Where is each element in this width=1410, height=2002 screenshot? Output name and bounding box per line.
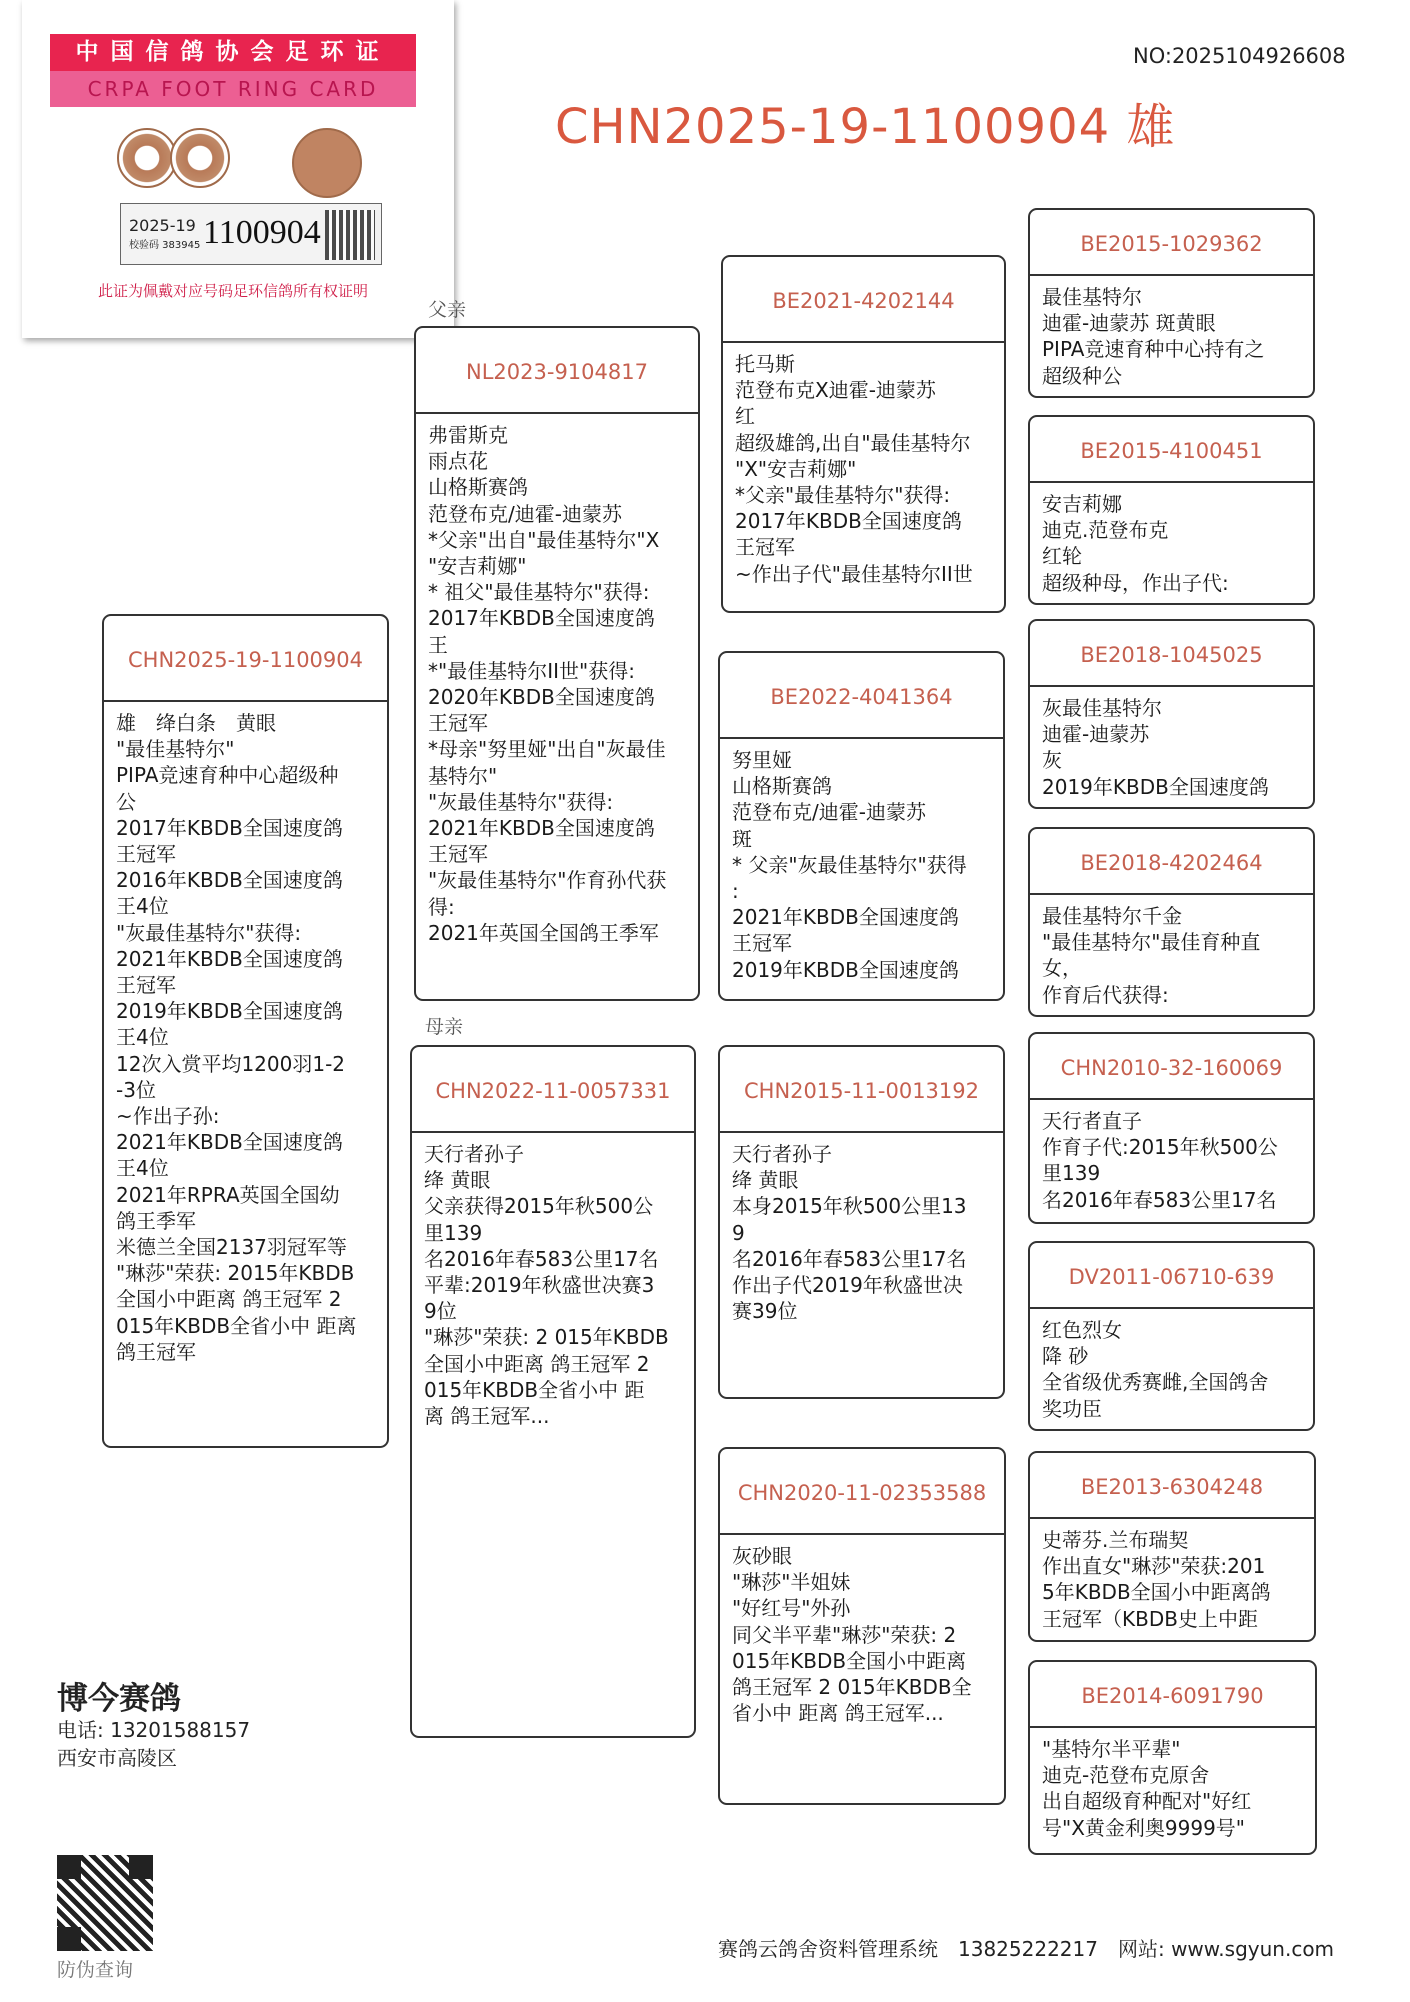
document-number: NO:2025104926608: [1133, 44, 1346, 68]
father-box: [414, 326, 700, 1001]
great-grandparent-details: 灰最佳基特尔 迪霍-迪蒙苏 灰 2019年KBDB全国速度鸽: [1042, 696, 1269, 799]
subject-box: [102, 614, 389, 1448]
grandparent-box: [718, 1447, 1006, 1805]
grandparent-details: 灰砂眼 "琳莎"半姐妹 "好红号"外孙 同父半平辈"琳莎"荣获: 2 015年KBDB全国小中距离 鸽王冠军 2 015年KBDB全 省小中 距离 鸽王冠军...: [732, 1544, 972, 1726]
ring-number: 1100904: [203, 214, 321, 251]
grandparent-ring: BE2021-4202144: [723, 257, 1004, 343]
owner-address: 西安市高陵区: [57, 1746, 177, 1770]
great-grandparent-ring: BE2014-6091790: [1030, 1662, 1315, 1728]
great-grandparent-ring: BE2015-4100451: [1030, 417, 1313, 483]
owner-phone: 电话: 13201588157: [57, 1718, 251, 1742]
check-code: 校验码 383945: [129, 240, 201, 251]
globe-logo-icon: [170, 128, 230, 188]
great-grandparent-ring: BE2015-1029362: [1030, 210, 1313, 276]
owner-name: 博今赛鸽: [57, 1681, 181, 1717]
qr-caption: 防伪查询: [57, 1959, 134, 1981]
mother-label: 母亲: [425, 1016, 464, 1038]
subject-ring: CHN2025-19-1100904: [104, 616, 387, 702]
foot-ring-card: [22, 0, 454, 338]
great-grandparent-box: [1028, 208, 1315, 398]
anti-counterfeit-qr-icon[interactable]: [57, 1855, 153, 1951]
great-grandparent-details: 红色烈女 降 砂 全省级优秀赛雌,全国鸽舍 奖功臣: [1042, 1318, 1269, 1421]
card-title-cn: 中国信鸽协会足环证: [50, 34, 416, 71]
great-grandparent-ring: BE2018-1045025: [1030, 621, 1313, 687]
grandparent-box: [718, 1045, 1005, 1399]
great-grandparent-box: [1028, 1241, 1315, 1431]
great-grandparent-box: [1028, 1451, 1316, 1642]
great-grandparent-details: 天行者直子 作育子代:2015年秋500公 里139 名2016年春583公里17名: [1042, 1109, 1278, 1212]
mother-ring: CHN2022-11-0057331: [412, 1047, 694, 1133]
great-grandparent-details: 安吉莉娜 迪克.范登布克 红轮 超级种母，作出子代:: [1042, 492, 1229, 595]
great-grandparent-ring: BE2013-6304248: [1030, 1453, 1314, 1519]
qr-code-icon: [325, 210, 375, 260]
grandparent-details: 努里娅 山格斯赛鸽 范登布克/迪霍-迪蒙苏 斑 * 父亲"灰最佳基特尔"获得 : 2021年KBDB全国速度鸽 王冠军 2019年KBDB全国速度鸽: [732, 748, 967, 982]
great-grandparent-box: [1028, 1032, 1315, 1224]
great-grandparent-box: [1028, 619, 1315, 809]
great-grandparent-ring: BE2018-4202464: [1030, 829, 1313, 895]
great-grandparent-details: 最佳基特尔 迪霍-迪蒙苏 斑黄眼 PIPA竞速育种中心持有之 超级种公: [1042, 285, 1265, 388]
great-grandparent-details: 最佳基特尔千金 "最佳基特尔"最佳育种直 女， 作育后代获得:: [1042, 904, 1261, 1007]
mother-details: 天行者孙子 绛 黄眼 父亲获得2015年秋500公 里139 名2016年春583公里17名 平辈:2019年秋盛世决赛3 9位 "琳莎"荣获: 2 015年KBDB 全国小中距离 鸽王冠军 2 015年KBDB全省小中 距 离 鸽王冠军...: [424, 1142, 669, 1429]
mother-box: [410, 1045, 696, 1738]
great-grandparent-details: "基特尔半平辈" 迪克-范登布克原舍 出自超级育种配对"好红 号"X黄金利奥9999号": [1042, 1737, 1252, 1840]
father-details: 弗雷斯克 雨点花 山格斯赛鸽 范登布克/迪霍-迪蒙苏 *父亲"出自"最佳基特尔"X "安吉莉娜" * 祖父"最佳基特尔"获得: 2017年KBDB全国速度鸽 王 *"最佳基特尔II世"获得: 2020年KBDB全国速度鸽 王冠军 *母亲"努里娅"出自"灰最佳 基特尔" "灰最佳基特尔"获得: 2021年KBDB全国速度鸽 王冠军 "灰最佳基特尔"作育孙代获 得: 2021年英国全国鸽王季军: [428, 423, 667, 945]
grandparent-ring: BE2022-4041364: [720, 653, 1003, 739]
great-grandparent-ring: CHN2010-32-160069: [1030, 1034, 1313, 1100]
great-grandparent-box: [1028, 827, 1315, 1017]
subject-details: 雄 绛白条 黄眼 "最佳基特尔" PIPA竞速育种中心超级种 公 2017年KBDB全国速度鸽 王冠军 2016年KBDB全国速度鸽 王4位 "灰最佳基特尔"获得: 2021年KBDB全国速度鸽 王冠军 2019年KBDB全国速度鸽 王4位 12次入赏平均1200羽1-2 -3位 ~作出子孙: 2021年KBDB全国速度鸽 王4位 2021年RPRA英国全国幼 鸽王季军 米德兰全国2137羽冠军等 "琳莎"荣获: 2015年KBDB 全国小中距离 鸽王冠军 2 015年KBDB全省小中 距离 鸽王冠军: [116, 711, 357, 1364]
grandparent-box: [718, 651, 1005, 1001]
grandparent-box: [721, 255, 1006, 613]
great-grandparent-details: 史蒂芬.兰布瑞契 作出直女"琳莎"荣获:201 5年KBDB全国小中距离鸽 王冠军（KBDB史上中距: [1042, 1528, 1271, 1631]
grandparent-ring: CHN2015-11-0013192: [720, 1047, 1003, 1133]
globe-logo-icon: [117, 128, 177, 188]
great-grandparent-box: [1028, 415, 1315, 605]
page-title: CHN2025-19-1100904 雄: [555, 99, 1176, 155]
father-ring: NL2023-9104817: [416, 328, 698, 414]
ring-year: 2025-19: [129, 216, 196, 235]
ring-number-box: [120, 203, 382, 265]
great-grandparent-box: [1028, 1660, 1317, 1855]
father-label: 父亲: [428, 299, 467, 321]
crpa-seal-icon: [292, 128, 362, 198]
grandparent-details: 天行者孙子 绛 黄眼 本身2015年秋500公里13 9 名2016年春583公里17名 作出子代2019年秋盛世决 赛39位: [732, 1142, 967, 1324]
grandparent-ring: CHN2020-11-02353588: [720, 1449, 1004, 1535]
card-footer: 此证为佩戴对应号码足环信鸽所有权证明: [97, 282, 368, 300]
grandparent-details: 托马斯 范登布克X迪霍-迪蒙苏 红 超级雄鸽,出自"最佳基特尔 "X"安吉莉娜" *父亲"最佳基特尔"获得: 2017年KBDB全国速度鸽 王冠军 ~作出子代"最佳基特尔II世: [735, 352, 973, 586]
footer-text: 赛鸽云鸽舍资料管理系统 13825222217 网站: www.sgyun.com: [718, 1937, 1335, 1961]
card-title-en: CRPA FOOT RING CARD: [50, 71, 416, 107]
great-grandparent-ring: DV2011-06710-639: [1030, 1243, 1313, 1309]
